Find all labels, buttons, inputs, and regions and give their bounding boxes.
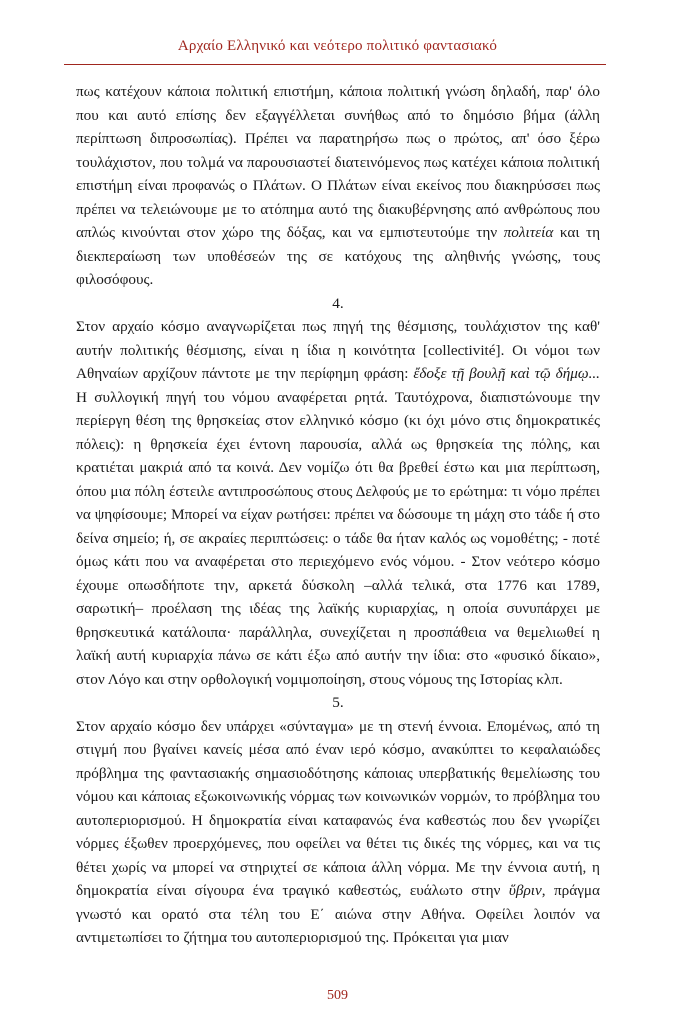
body-text — [76, 80, 600, 950]
paragraph-text: Στον αρχαίο κόσμο αναγνωρίζεται πως πηγή της θέσμισης, τουλάχιστον της καθ' αυτήν πολιτικής θέσμισης, είναι η ίδια η κοινότητα [collectivité]. Οι νόμοι των Αθηναίων αρχίζουν πάντοτε με την περίφημη φράση: — [76, 318, 600, 382]
paragraph-intro — [76, 80, 600, 292]
header-rule — [64, 64, 606, 65]
running-head: Αρχαίο Ελληνικό και νεότερο πολιτικό φαντασιακό — [177, 38, 498, 54]
paragraph-text: Στον αρχαίο κόσμο δεν υπάρχει «σύνταγμα» με τη στενή έννοια. Επομένως, από τη στιγμή που βγαίνει κανείς μέσα από έναν ιερό κόσμο, ανακύπτει το κεφαλαιώδες πρόβλημα της φαντασιακής σημασιοδότησης κάποιας υπερβατικής θεμελίωσης του νόμου και κάποιας εξωκοινωνικής νόρμας των κοινωνικών νορμών, το πρόβλημα του αυτοπεριορισμού. Η δημοκρατία είναι καταφανώς ένα καθεστώς που δεν γνωρίζει νόρμες έξωθεν προερχόμενες, που οφείλει να θέτει τις δικές της νόρμες, και να τις θέτει χωρίς να μπορεί να στηριχτεί σε κάποια άλλη νόρμα. Με την έννοια αυτή, η δημοκρατία είναι σίγουρα ένα τραγικό καθεστώς, ευάλωτο στην — [76, 717, 600, 899]
page-number: 509 — [327, 988, 348, 1003]
paragraph-italic: πολιτεία — [503, 224, 554, 241]
paragraph-italic: ἔδοξε τῇ βουλῇ καὶ τῷ δήμῳ... — [413, 365, 600, 382]
paragraph-text: , πράγμα γνωστό και ορατό στα τέλη του Ε΄ αιώνα στην Αθήνα. Οφείλει λοιπόν να αντιμετωπίσει το ζήτημα του αυτοπεριορισμού της. Πρόκειται για μιαν — [76, 882, 601, 946]
paragraph-section-4 — [76, 315, 600, 691]
paragraph-text: και τη διεκπεραίωση των υποθέσεών της σε κατόχους της αληθινής γνώσης, τους φιλοσόφους. — [76, 224, 601, 288]
section-number-4: 4. — [332, 294, 344, 312]
paragraph-italic: ὕβριν — [508, 882, 542, 899]
paragraph-text: πως κατέχουν κάποια πολιτική επιστήμη, κάποια πολιτική γνώση δηλαδή, παρ' όλο που και αυτό επίσης δεν εξαγγέλλεται συνήθως από το δημόσιο βήμα (άλλη περίπτωση διπροσωπίας). Πρέπει να παρατηρήσω πως ο πρώτος, απ' όσο ξέρω τουλάχιστον, που τολμά να παρουσιαστεί διατεινόμενος πως κατέχει κάποια πολιτική επιστήμη είναι προφανώς ο Πλάτων. Ο Πλάτων είναι εκείνος που διακηρύσσει πως πρέπει να τελειώνουμε με το ατόπημα αυτό της διακυβέρνησης από ανθρώπους που απλώς κινούνται στον χώρο της δόξας, και να εμπιστευτούμε την — [76, 83, 600, 241]
paragraph-section-5 — [76, 715, 600, 950]
paragraph-text: Η συλλογική πηγή του νόμου αναφέρεται ρητά. Ταυτόχρονα, διαπιστώνουμε την περίεργη θέση της θρησκείας στον ελληνικό κόσμο (κι όχι μόνο στις δημοκρατικές πόλεις): η θρησκεία έχει έντονη παρουσία, αλλά ως θρησκεία της πόλης, και κρατιέται μακριά από τα κοινά. Δεν νομίζω ότι θα βρεθεί έστω και μια περίπτωση, όπου μια πόλη έστειλε αντιπροσώπους στους Δελφούς με το ερώτημα: τι νόμο πρέπει να ψηφίσουμε; Μπορεί να είχαν ρωτήσει: πρέπει να δώσουμε τη μάχη στο τάδε ή στο δείνα σημείο; ή, σε ακραίες περιπτώσεις: ο τάδε θα ήταν καλός ως νομοθέτης; - ποτέ όμως κάτι που να αναφέρεται στο περιεχόμενο ενός νόμου. - Στον νεότερο κόσμο έχουμε οπωσδήποτε την, αρκετά δύσκολη –αλλά τελικά, στα 1776 και 1789, σαρωτική– προέλαση της ιδέας της λαϊκής κυριαρχίας, η οποία συνυπάρχει με θρησκευτικά κατάλοιπα· παράλληλα, συνεχίζεται η προσπάθεια να θεμελιωθεί η λαϊκή αυτή κυριαρχία πάνω σε κάτι έξω από αυτήν την ίδια: στο «φυσικό δίκαιο», στον Λόγο και στην ορθολογική νομιμοποίηση, στους νόμους της Ιστορίας κλπ. — [76, 388, 600, 688]
section-number-5: 5. — [332, 694, 344, 711]
